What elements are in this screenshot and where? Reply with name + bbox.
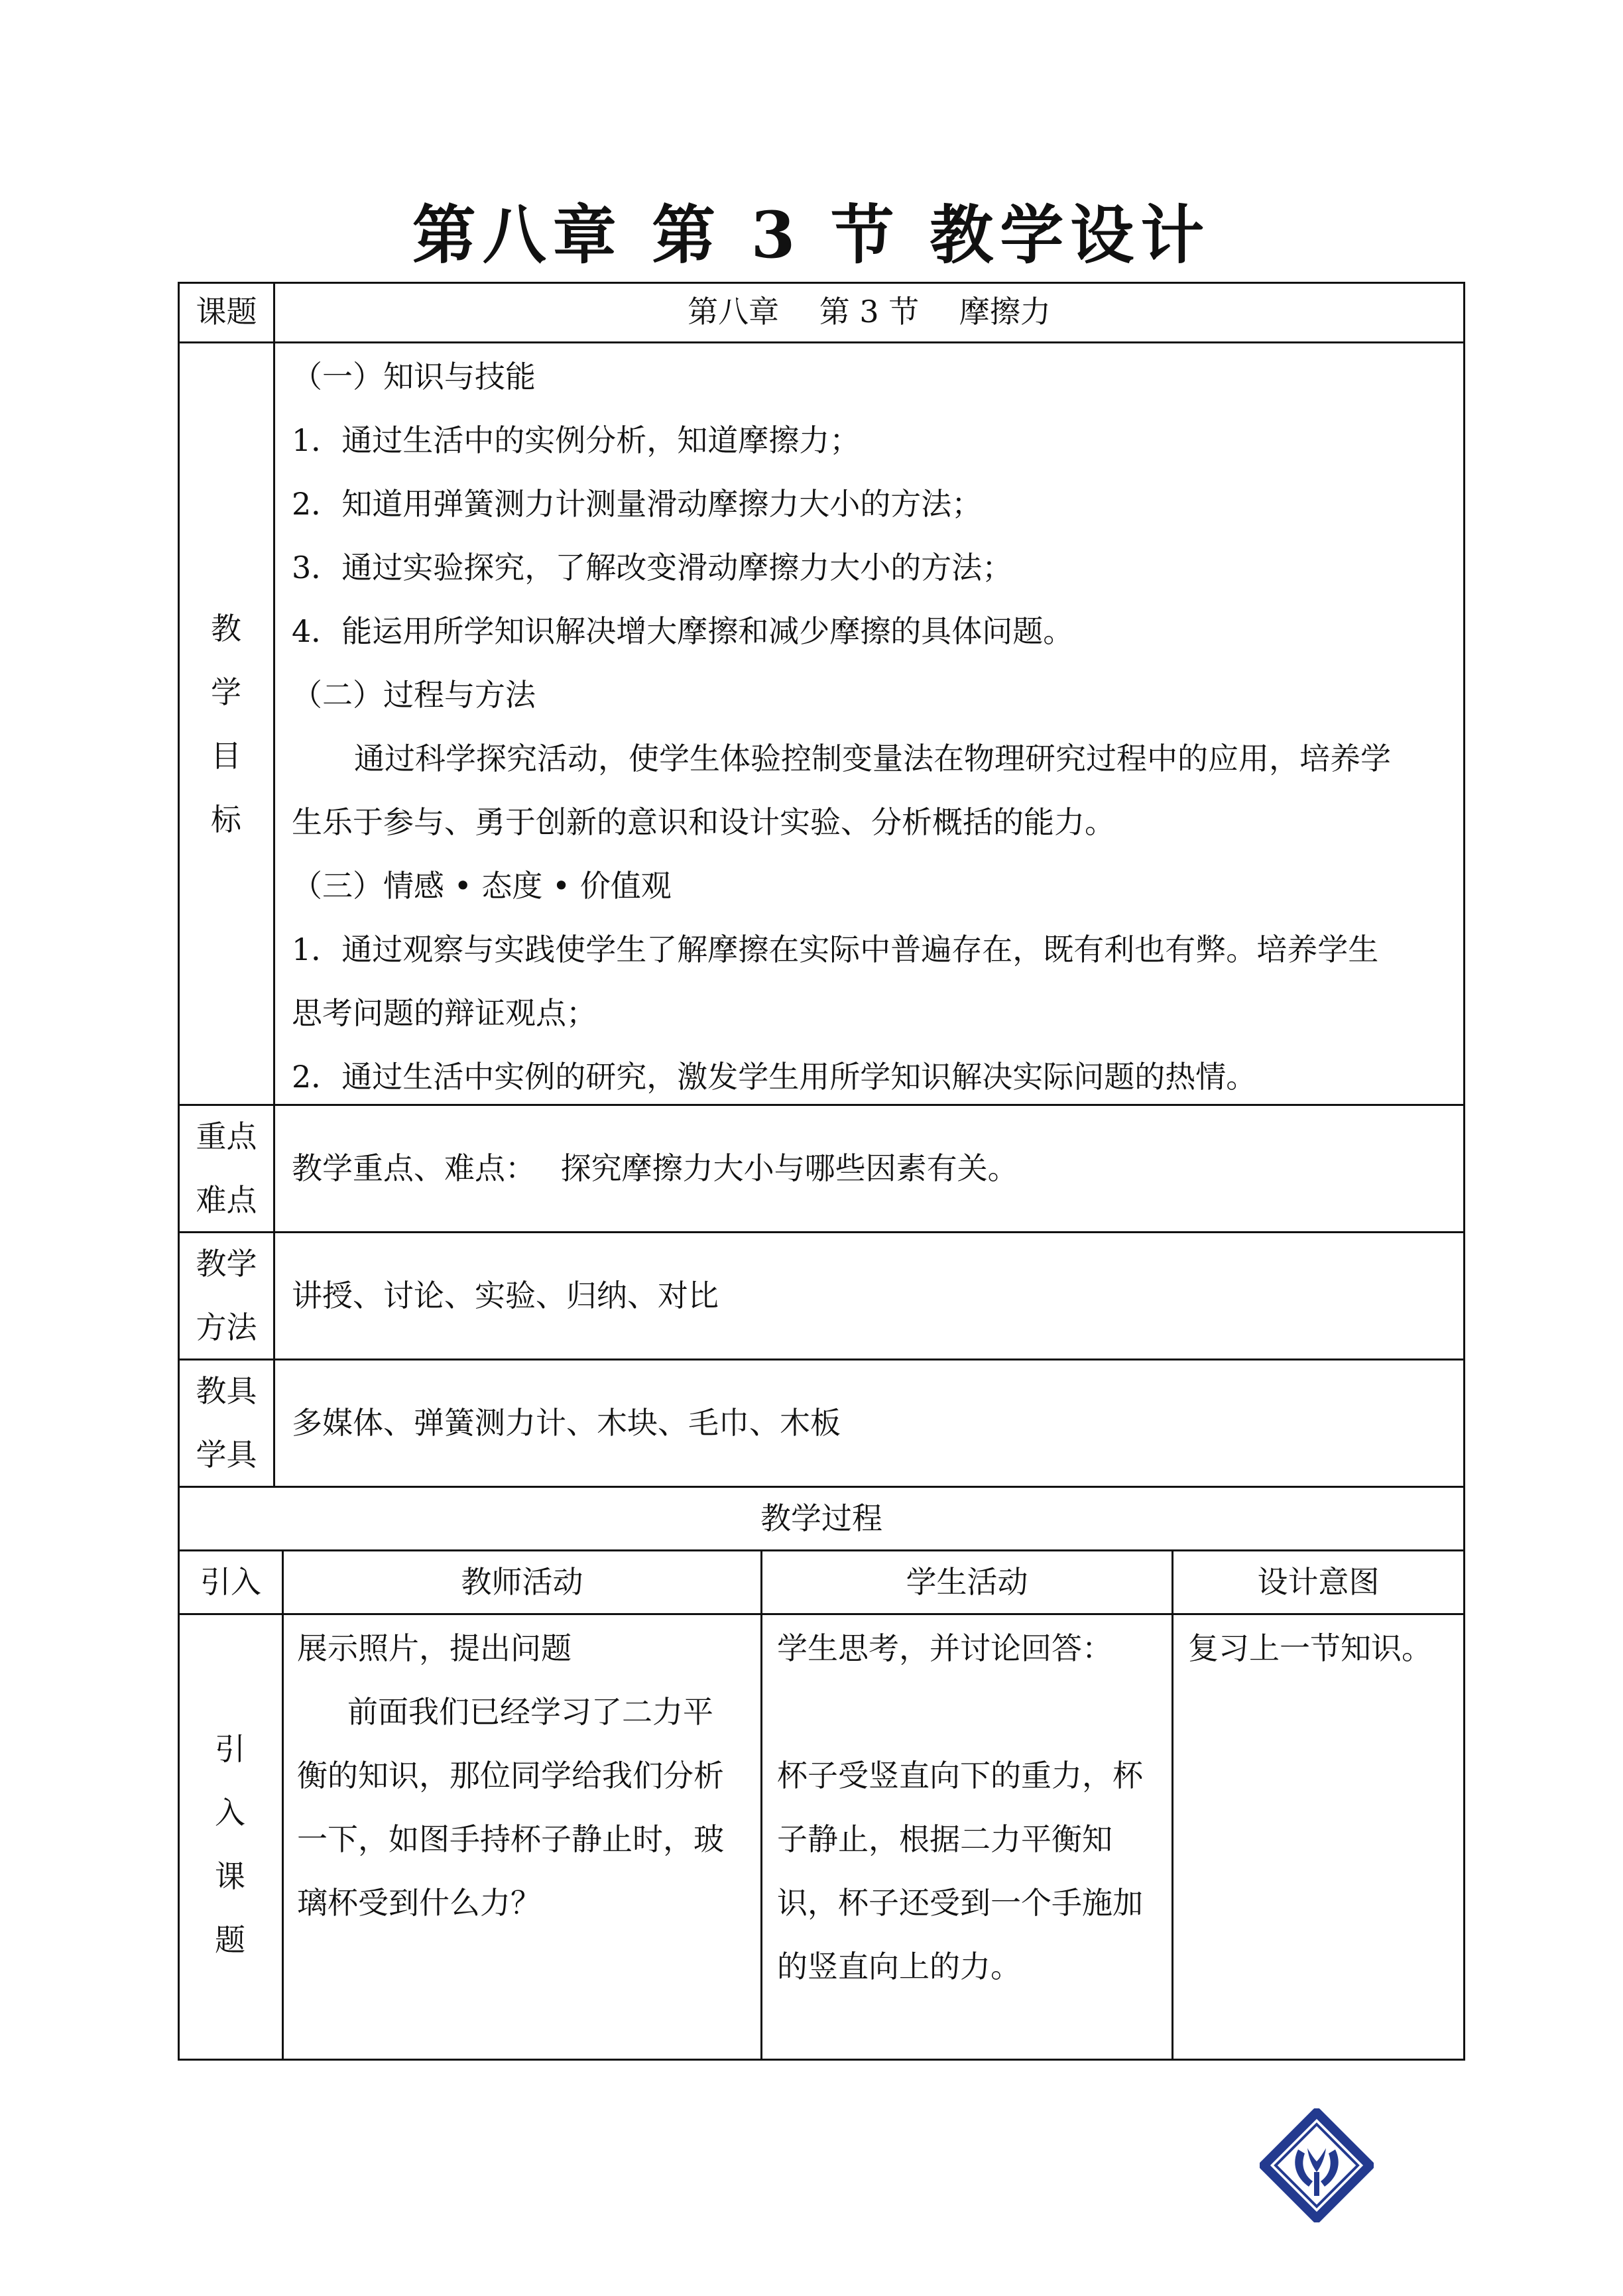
row-divider [178,1231,1465,1233]
row-divider [178,1486,1465,1488]
objective-line: 4．能运用所学知识解决增大摩擦和减少摩擦的具体问题。 [292,613,1074,649]
methods-label: 教学 [196,1246,257,1282]
section-heading: （一）知识与技能 [292,359,536,394]
tools-label: 教具 [196,1373,257,1409]
column-header-stage: 引入 [200,1564,261,1600]
column-divider [1172,1549,1173,2061]
student-line: 学生思考，并讨论回答： [777,1630,1112,1666]
row-divider [178,1549,1465,1551]
section-heading: （三）情感 • 态度 • 价值观 [292,868,672,904]
key-points-label: 重点 [196,1118,257,1154]
page-title: 第八章 第 3 节 教学设计 [412,198,1211,272]
topic-value: 第八章 第 3 节 摩擦力 [688,294,1051,330]
teacher-line: 展示照片，提出问题 [297,1630,571,1666]
student-line: 子静止，根据二力平衡知 [777,1821,1112,1857]
intent-value: 复习上一节知识。 [1188,1630,1432,1666]
objective-line: 思考问题的辩证观点； [292,995,597,1031]
process-heading: 教学过程 [760,1500,882,1536]
column-header-student: 学生活动 [906,1564,1028,1600]
row-divider [178,1613,1465,1615]
objectives-label: 教学目标 [211,611,241,837]
tools-value: 多媒体、弹簧测力计、木块、毛巾、木板 [292,1405,841,1441]
methods-label: 方法 [196,1309,257,1345]
school-emblem-icon [1260,2108,1374,2222]
stage-label: 引入课题 [215,1731,245,1958]
row-divider [178,1359,1465,1360]
objective-line: 1．通过生活中的实例分析，知道摩擦力； [292,422,861,458]
student-line: 识，杯子还受到一个手施加 [777,1885,1143,1921]
objective-line: 2．通过生活中实例的研究，激发学生用所学知识解决实际问题的热情。 [292,1059,1257,1095]
objective-line: 生乐于参与、勇于创新的意识和设计实验、分析概括的能力。 [292,804,1115,840]
teacher-line: 一下，如图手持杯子静止时，玻 [297,1821,724,1857]
objective-line: 3．通过实验探究，了解改变滑动摩擦力大小的方法； [292,550,1013,585]
objective-line: 通过科学探究活动，使学生体验控制变量法在物理研究过程中的应用，培养学 [354,741,1391,776]
objective-line: 1．通过观察与实践使学生了解摩擦在实际中普遍存在，既有利也有弊。培养学生 [292,932,1379,967]
column-divider [282,1549,284,2061]
topic-label: 课题 [196,294,257,330]
column-divider [760,1549,762,2061]
student-line: 杯子受竖直向下的重力，杯 [777,1758,1143,1793]
row-divider [178,1104,1465,1106]
teacher-line: 衡的知识，那位同学给我们分析 [297,1758,724,1793]
key-points-label: 难点 [196,1182,257,1218]
student-line: 的竖直向上的力。 [777,1949,1021,1984]
column-header-intent: 设计意图 [1257,1564,1380,1600]
section-heading: （二）过程与方法 [292,677,536,713]
teacher-line: 璃杯受到什么力？ [297,1885,541,1921]
tools-label: 学具 [196,1437,257,1473]
column-divider [273,282,275,1486]
column-header-teacher: 教师活动 [461,1564,583,1600]
teacher-line: 前面我们已经学习了二力平 [347,1694,713,1730]
methods-value: 讲授、讨论、实验、归纳、对比 [292,1278,719,1313]
objective-line: 2．知道用弹簧测力计测量滑动摩擦力大小的方法； [292,486,983,522]
row-divider [178,341,1465,343]
key-points-value: 教学重点、难点： 探究摩擦力大小与哪些因素有关。 [292,1150,1018,1186]
